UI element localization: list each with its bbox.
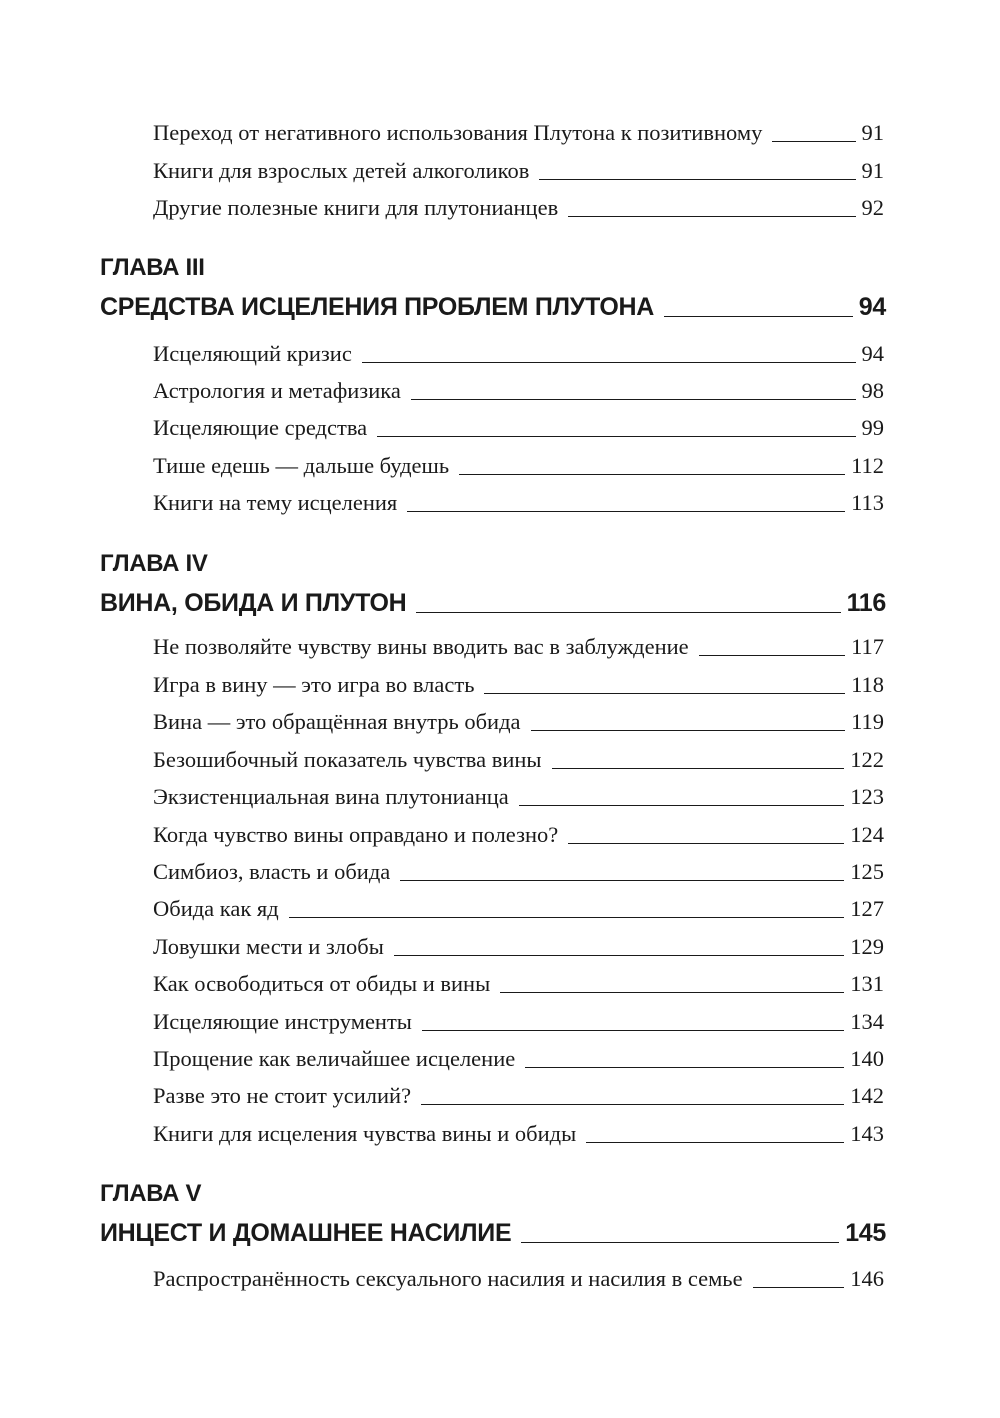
chapter-label: ГЛАВА IV bbox=[100, 550, 208, 577]
chapter-title: ВИНА, ОБИДА И ПЛУТОН bbox=[100, 589, 407, 617]
chapter-heading[interactable] bbox=[100, 280, 886, 320]
leader-line bbox=[699, 655, 845, 656]
toc-entry-page: 124 bbox=[850, 821, 884, 847]
leader-line bbox=[289, 917, 845, 918]
leader-line bbox=[568, 216, 855, 217]
toc-entry-title: Исцеляющий кризис bbox=[153, 340, 352, 366]
toc-entry[interactable] bbox=[153, 882, 884, 920]
chapter-page: 94 bbox=[858, 293, 886, 321]
toc-entry-title: Исцеляющие инструменты bbox=[153, 1008, 412, 1034]
toc-entry[interactable] bbox=[153, 695, 884, 733]
toc-entry-title: Переход от негативного использования Плутона к позитивному bbox=[153, 119, 763, 145]
toc-entry[interactable] bbox=[153, 364, 884, 402]
leader-line bbox=[484, 693, 845, 694]
toc-entry-title: Ловушки мести и злобы bbox=[153, 933, 384, 959]
toc-entry[interactable] bbox=[153, 327, 884, 365]
toc-entry-page: 113 bbox=[851, 489, 884, 515]
toc-entry-title: Как освободиться от обиды и вины bbox=[153, 970, 491, 996]
toc-entry-page: 98 bbox=[861, 377, 884, 403]
toc-entry-page: 122 bbox=[850, 746, 884, 772]
leader-line bbox=[586, 1142, 844, 1143]
toc-entry[interactable] bbox=[153, 995, 884, 1033]
toc-entry-page: 127 bbox=[850, 895, 884, 921]
toc-entry-title: Книги на тему исцеления bbox=[153, 489, 398, 515]
chapter-label: ГЛАВА III bbox=[100, 254, 205, 281]
leader-line bbox=[521, 1242, 839, 1243]
toc-entry-title: Книги для взрослых детей алкоголиков bbox=[153, 157, 530, 183]
leader-line bbox=[400, 880, 844, 881]
chapter-heading[interactable] bbox=[100, 576, 886, 616]
toc-entry-title: Астрология и метафизика bbox=[153, 377, 401, 403]
toc-entry[interactable] bbox=[153, 1032, 884, 1070]
leader-line bbox=[525, 1067, 844, 1068]
toc-entry[interactable] bbox=[153, 476, 884, 514]
leader-line bbox=[568, 843, 844, 844]
toc-entry-title: Не позволяйте чувству вины вводить вас в заблуждение bbox=[153, 633, 689, 659]
leader-line bbox=[407, 511, 845, 512]
toc-entry-page: 92 bbox=[861, 194, 884, 220]
leader-line bbox=[422, 1030, 844, 1031]
toc-entry-page: 118 bbox=[851, 671, 884, 697]
toc-entry-title: Исцеляющие средства bbox=[153, 414, 368, 440]
toc-entry[interactable] bbox=[153, 144, 884, 182]
leader-line bbox=[753, 1287, 845, 1288]
toc-entry-title: Игра в вину — это игра во власть bbox=[153, 671, 475, 697]
leader-line bbox=[394, 955, 844, 956]
toc-entry[interactable] bbox=[153, 1252, 884, 1290]
toc-entry-page: 146 bbox=[850, 1265, 884, 1291]
leader-line bbox=[377, 436, 855, 437]
toc-entry-title: Тише едешь — дальше будешь bbox=[153, 452, 450, 478]
leader-line bbox=[664, 316, 853, 317]
leader-line bbox=[500, 992, 844, 993]
toc-entry-title: Распространённость сексуального насилия и насилия в семье bbox=[153, 1265, 743, 1291]
toc-entry[interactable] bbox=[153, 658, 884, 696]
toc-entry-page: 123 bbox=[850, 783, 884, 809]
toc-entry-title: Разве это не стоит усилий? bbox=[153, 1082, 412, 1108]
chapter-page: 116 bbox=[846, 589, 886, 617]
leader-line bbox=[539, 179, 855, 180]
toc-entry[interactable] bbox=[153, 106, 884, 144]
toc-entry-title: Симбиоз, власть и обида bbox=[153, 858, 391, 884]
toc-entry[interactable] bbox=[153, 770, 884, 808]
leader-line bbox=[519, 805, 844, 806]
toc-entry-page: 140 bbox=[850, 1045, 884, 1071]
toc-entry-page: 91 bbox=[861, 119, 884, 145]
toc-entry-page: 112 bbox=[851, 452, 884, 478]
toc-entry[interactable] bbox=[153, 845, 884, 883]
toc-entry-title: Безошибочный показатель чувства вины bbox=[153, 746, 542, 772]
leader-line bbox=[421, 1104, 844, 1105]
leader-line bbox=[772, 141, 855, 142]
leader-line bbox=[531, 730, 846, 731]
toc-entry-page: 143 bbox=[850, 1120, 884, 1146]
toc-entry-title: Книги для исцеления чувства вины и обиды bbox=[153, 1120, 577, 1146]
toc-entry[interactable] bbox=[153, 439, 884, 477]
chapter-heading[interactable] bbox=[100, 1206, 886, 1246]
toc-entry-title: Вина — это обращённая внутрь обида bbox=[153, 708, 521, 734]
toc-entry-page: 129 bbox=[850, 933, 884, 959]
chapter-title: СРЕДСТВА ИСЦЕЛЕНИЯ ПРОБЛЕМ ПЛУТОНА bbox=[100, 293, 654, 321]
toc-entry[interactable] bbox=[153, 733, 884, 771]
leader-line bbox=[552, 768, 845, 769]
toc-entry-page: 125 bbox=[850, 858, 884, 884]
toc-entry-page: 134 bbox=[850, 1008, 884, 1034]
toc-entry-page: 94 bbox=[861, 340, 884, 366]
chapter-title: ИНЦЕСТ И ДОМАШНЕЕ НАСИЛИЕ bbox=[100, 1219, 512, 1247]
toc-entry-page: 99 bbox=[861, 414, 884, 440]
toc-entry-page: 119 bbox=[851, 708, 884, 734]
toc-entry[interactable] bbox=[153, 920, 884, 958]
leader-line bbox=[416, 612, 840, 613]
toc-entry[interactable] bbox=[153, 1069, 884, 1107]
toc-entry[interactable] bbox=[153, 401, 884, 439]
leader-line bbox=[411, 399, 856, 400]
chapter-page: 145 bbox=[845, 1219, 886, 1247]
chapter-label: ГЛАВА V bbox=[100, 1180, 202, 1207]
toc-entry-page: 131 bbox=[850, 970, 884, 996]
toc-entry[interactable] bbox=[153, 957, 884, 995]
toc-entry-page: 142 bbox=[850, 1082, 884, 1108]
leader-line bbox=[459, 474, 845, 475]
toc-entry[interactable] bbox=[153, 620, 884, 658]
toc-entry-title: Когда чувство вины оправдано и полезно? bbox=[153, 821, 559, 847]
toc-entry-title: Обида как яд bbox=[153, 895, 279, 921]
toc-entry-title: Прощение как величайшее исцеление bbox=[153, 1045, 516, 1071]
toc-entry-page: 91 bbox=[861, 157, 884, 183]
toc-entry[interactable] bbox=[153, 181, 884, 219]
toc-entry-title: Экзистенциальная вина плутонианца bbox=[153, 783, 509, 809]
toc-entry[interactable] bbox=[153, 808, 884, 846]
toc-entry-title: Другие полезные книги для плутонианцев bbox=[153, 194, 559, 220]
toc-entry-page: 117 bbox=[851, 633, 884, 659]
leader-line bbox=[362, 362, 856, 363]
toc-entry[interactable] bbox=[153, 1107, 884, 1145]
